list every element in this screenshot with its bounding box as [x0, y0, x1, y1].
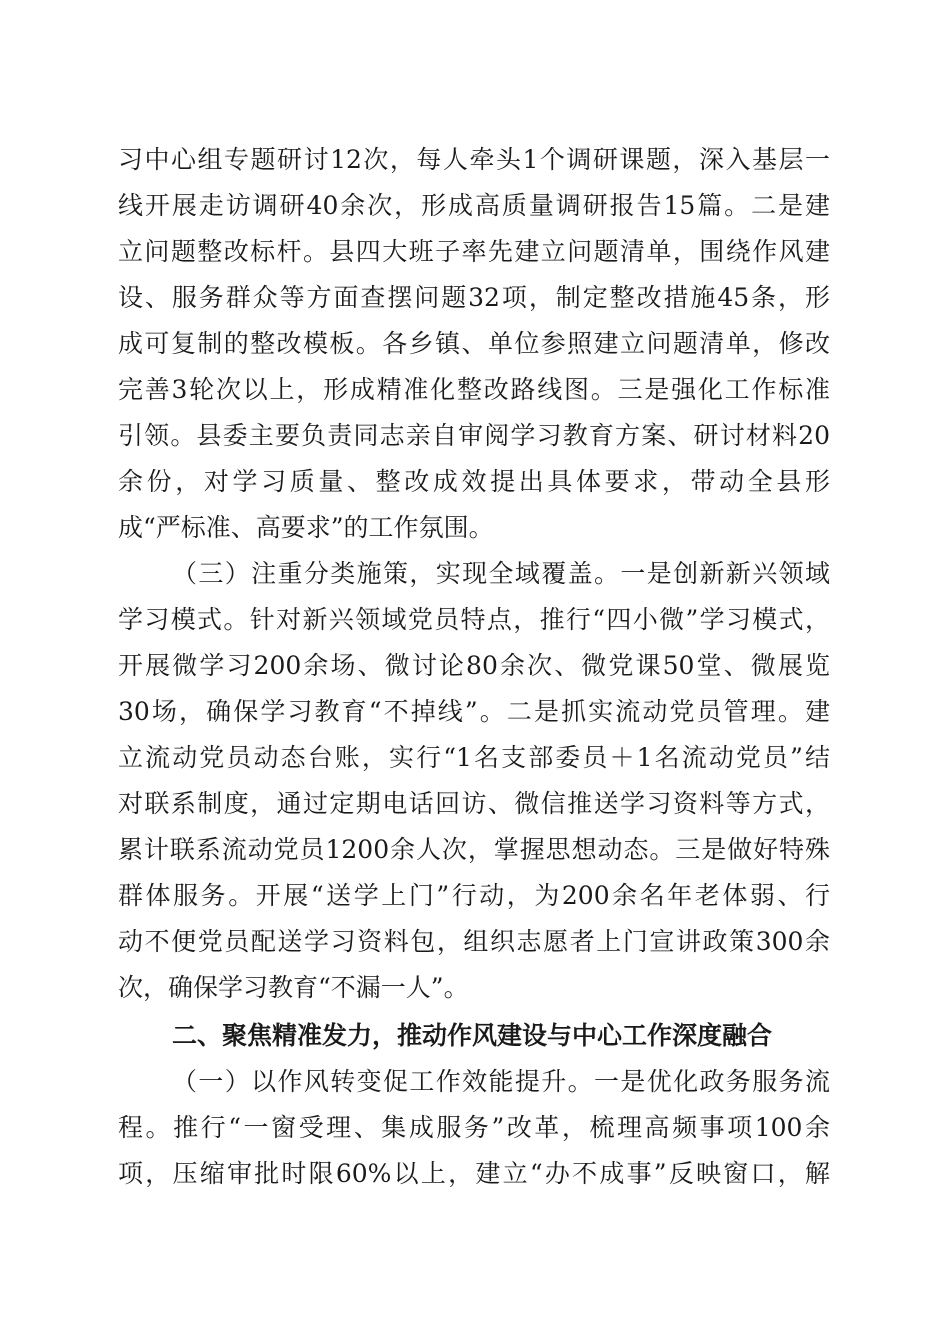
- text-line: 开展微学习200余场、微讨论80余次、微党课50堂、微展览: [118, 651, 830, 680]
- text-line: 30场，确保学习教育“不掉线”。二是抓实流动党员管理。建: [118, 697, 830, 726]
- text-line: 余份，对学习质量、整改成效提出具体要求，带动全县形: [118, 467, 830, 496]
- text-line: 成“严标准、高要求”的工作氛围。: [118, 513, 494, 542]
- text-line: 立流动党员动态台账，实行“1名支部委员＋1名流动党员”结: [118, 743, 830, 772]
- text-line: 对联系制度，通过定期电话回访、微信推送学习资料等方式，: [118, 789, 830, 818]
- text-line: 引领。县委主要负责同志亲自审阅学习教育方案、研讨材料20: [118, 421, 830, 450]
- text-line: 完善3轮次以上，形成精准化整改路线图。三是强化工作标准: [118, 375, 830, 404]
- text-line: 动不便党员配送学习资料包，组织志愿者上门宣讲政策300余: [118, 927, 830, 956]
- text-line: 群体服务。开展“送学上门”行动，为200余名年老体弱、行: [118, 881, 830, 910]
- section-heading: 二、聚焦精准发力，推动作风建设与中心工作深度融合: [172, 1021, 773, 1050]
- text-line: 立问题整改标杆。县四大班子率先建立问题清单，围绕作风建: [118, 237, 830, 266]
- text-line: 程。推行“一窗受理、集成服务”改革，梳理高频事项100余: [118, 1113, 830, 1142]
- text-line: 项，压缩审批时限60%以上，建立“办不成事”反映窗口，解: [118, 1159, 830, 1188]
- text-line: 成可复制的整改模板。各乡镇、单位参照建立问题清单，修改: [118, 329, 830, 358]
- text-line: 习中心组专题研讨12次，每人牵头1个调研课题，深入基层一: [118, 145, 830, 174]
- text-line: 设、服务群众等方面查摆问题32项，制定整改措施45条，形: [118, 283, 830, 312]
- text-line: 次，确保学习教育“不漏一人”。: [118, 973, 469, 1002]
- section-subheading-line: （三）注重分类施策，实现全域覆盖。一是创新新兴领域: [172, 559, 830, 588]
- text-line: 线开展走访调研40余次，形成高质量调研报告15篇。二是建: [118, 191, 830, 220]
- section-subheading-line: （一）以作风转变促工作效能提升。一是优化政务服务流: [172, 1067, 830, 1096]
- text-line: 学习模式。针对新兴领域党员特点，推行“四小微”学习模式，: [118, 605, 830, 634]
- text-line: 累计联系流动党员1200余人次，掌握思想动态。三是做好特殊: [118, 835, 830, 864]
